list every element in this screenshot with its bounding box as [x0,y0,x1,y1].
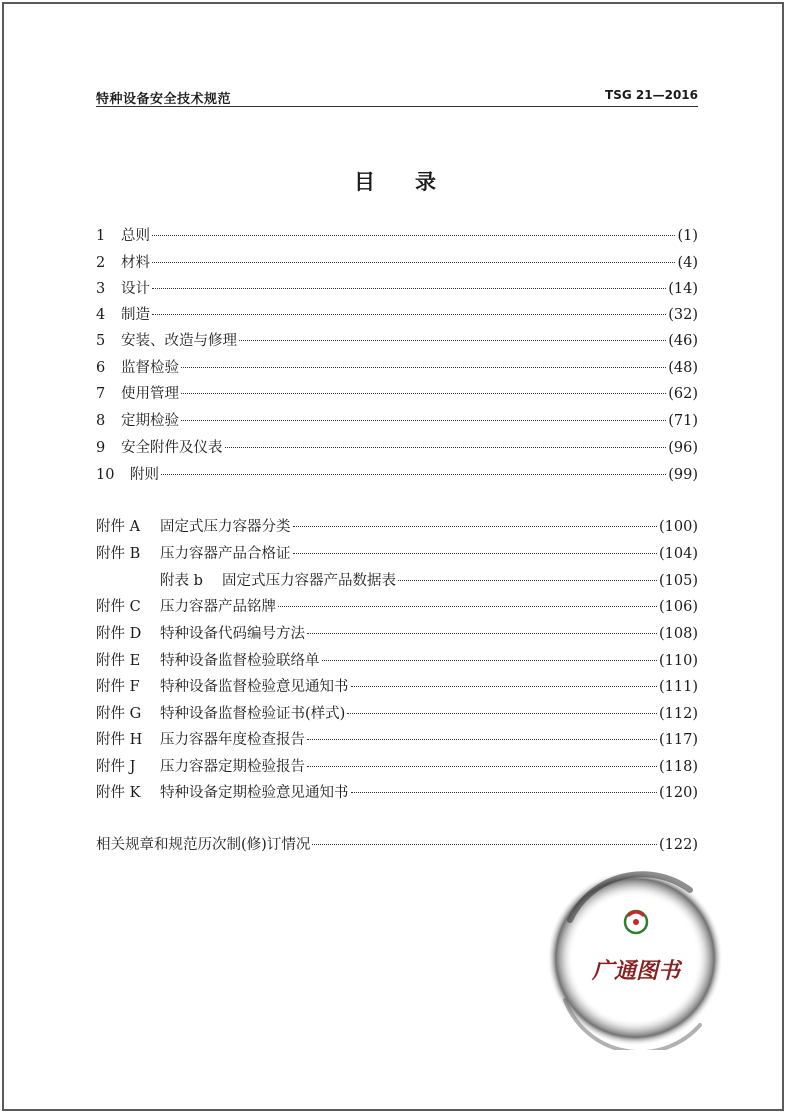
toc-leader [312,844,657,845]
toc-page: (96) [668,440,698,456]
toc-page: (71) [668,413,698,429]
toc-leader [278,606,657,607]
toc-number: 附件 E [96,653,141,669]
toc-label: 特种设备定期检验意见通知书 [160,785,349,801]
toc-leader [181,420,666,421]
toc-number: 10 [96,467,115,483]
toc-label: 监督检验 [121,360,179,376]
toc-page: (62) [668,386,698,402]
toc-label: 制造 [121,307,150,323]
toc-entry-revision-history[interactable] [96,836,698,854]
toc-leader [347,713,657,714]
toc-leader [307,633,657,634]
toc-page: (1) [677,228,698,244]
toc-page: (108) [659,626,698,642]
toc-page: (111) [659,679,698,695]
toc-number: 5 [96,333,106,349]
toc-label: 设计 [121,281,150,297]
toc-leader [161,474,666,475]
toc-number: 附件 K [96,785,141,801]
toc-label: 固定式压力容器产品数据表 [222,573,396,589]
toc-label: 压力容器产品铭牌 [160,599,276,615]
toc-number: 9 [96,440,106,456]
toc-leader [181,393,666,394]
toc-number: 附件 B [96,546,141,562]
toc-page: (122) [659,837,698,853]
toc-page: (106) [659,599,698,615]
toc-entry-chapter-5[interactable] [96,332,698,350]
toc-entry-appendix-a[interactable] [96,518,698,536]
toc-number: 1 [96,228,106,244]
toc-entry-chapter-6[interactable] [96,359,698,377]
toc-entry-chapter-2[interactable] [96,254,698,272]
toc-page: (14) [668,281,698,297]
toc-page: (46) [668,333,698,349]
toc-page: (117) [659,732,698,748]
toc-number: 附件 F [96,679,140,695]
toc-page: (4) [677,255,698,271]
toc-page: (105) [659,573,698,589]
toc-entry-chapter-7[interactable] [96,385,698,403]
toc-label: 附则 [130,467,159,483]
toc-entry-appendix-b[interactable] [96,545,698,563]
toc-leader [239,340,666,341]
toc-leader [152,288,666,289]
header-standard-code: TSG 21—2016 [605,88,698,102]
toc-page: (32) [668,307,698,323]
toc-entry-appendix-j[interactable] [96,758,698,776]
toc-page: (112) [659,706,698,722]
toc-number: 7 [96,386,106,402]
toc-label: 安装、改造与修理 [121,333,237,349]
toc-number: 附件 H [96,732,143,748]
running-header [96,86,698,107]
toc-entry-chapter-3[interactable] [96,280,698,298]
toc-page: (118) [659,759,698,775]
toc-label: 相关规章和规范历次制(修)订情况 [96,837,311,853]
toc-label: 定期检验 [121,413,179,429]
toc-entry-chapter-4[interactable] [96,306,698,324]
toc-entry-chapter-9[interactable] [96,439,698,457]
toc-entry-schedule-b[interactable] [160,572,698,590]
toc-label: 安全附件及仪表 [121,440,223,456]
toc-number: 附件 C [96,599,141,615]
toc-entry-appendix-e[interactable] [96,652,698,670]
toc-entry-chapter-1[interactable] [96,227,698,245]
toc-number: 附件 A [96,519,141,535]
toc-leader [351,792,658,793]
toc-number: 附表 b [160,573,203,589]
toc-number: 3 [96,281,106,297]
toc-entry-appendix-k[interactable] [96,784,698,802]
toc-number: 2 [96,255,106,271]
toc-page: (99) [668,467,698,483]
toc-label: 特种设备监督检验意见通知书 [160,679,349,695]
toc-number: 4 [96,307,106,323]
publisher-stamp [540,860,730,1050]
toc-label: 特种设备监督检验证书(样式) [160,706,346,722]
toc-number: 附件 G [96,706,142,722]
toc-page: (120) [659,785,698,801]
toc-number: 6 [96,360,106,376]
toc-label: 总则 [121,228,150,244]
toc-leader [322,660,658,661]
toc-leader [307,739,657,740]
toc-page: (48) [668,360,698,376]
toc-label: 压力容器产品合格证 [160,546,291,562]
toc-leader [181,367,666,368]
toc-leader [152,235,675,236]
toc-leader [152,262,675,263]
header-series-title: 特种设备安全技术规范 [96,92,232,107]
toc-page: (104) [659,546,698,562]
toc-label: 特种设备监督检验联络单 [160,653,320,669]
toc-label: 压力容器年度检查报告 [160,732,305,748]
toc-entry-chapter-10[interactable] [96,466,698,484]
page-title: 目录 [354,169,476,194]
stamp-text: 广通图书 [591,958,681,984]
toc-entry-appendix-f[interactable] [96,678,698,696]
toc-entry-appendix-g[interactable] [96,705,698,723]
toc-label: 固定式压力容器分类 [160,519,291,535]
toc-leader [152,314,666,315]
toc-entry-appendix-c[interactable] [96,598,698,616]
toc-label: 压力容器定期检验报告 [160,759,305,775]
toc-leader [351,686,658,687]
toc-leader [225,447,667,448]
toc-leader [398,580,657,581]
toc-page: (100) [659,519,698,535]
toc-entry-appendix-d[interactable] [96,625,698,643]
toc-number: 8 [96,413,106,429]
toc-leader [293,526,658,527]
toc-entry-appendix-h[interactable] [96,731,698,749]
toc-number: 附件 D [96,626,142,642]
toc-leader [307,766,657,767]
toc-label: 特种设备代码编号方法 [160,626,305,642]
toc-entry-chapter-8[interactable] [96,412,698,430]
toc-leader [293,553,658,554]
toc-label: 使用管理 [121,386,179,402]
toc-page: (110) [659,653,698,669]
toc-number: 附件 J [96,759,136,775]
toc-label: 材料 [121,255,150,271]
